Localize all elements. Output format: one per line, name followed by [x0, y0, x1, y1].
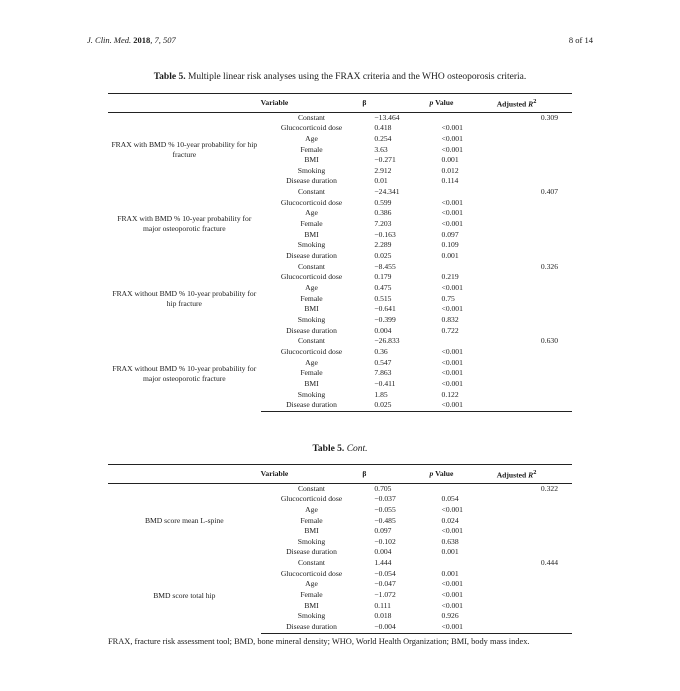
header-r2-letter: R	[528, 99, 534, 109]
adjusted-r2-cell	[497, 294, 572, 305]
beta-cell: −0.485	[374, 515, 396, 525]
beta-cell: −8.455	[374, 261, 396, 271]
variable-cell: Age	[305, 579, 318, 589]
journal-volume: , 7, 507	[150, 35, 176, 45]
p-value-cell: <0.001	[441, 144, 463, 154]
beta-cell: 0.111	[374, 600, 391, 610]
variable-cell: Age	[305, 283, 318, 293]
adjusted-r2-cell	[497, 358, 572, 369]
header-r2-sup: 2	[533, 469, 537, 476]
beta-cell: 0.025	[362, 400, 429, 411]
group-label: BMD score total hip	[153, 590, 216, 600]
header-beta: β	[362, 94, 429, 113]
header-p-value	[430, 465, 497, 484]
table-body	[108, 483, 572, 633]
beta-cell: 0.515	[374, 293, 392, 303]
beta-cell: 0.705	[374, 483, 392, 493]
variable-cell: Female	[300, 368, 323, 378]
table-header-row	[108, 94, 572, 113]
variable-cell: Age	[305, 357, 318, 367]
journal-name: J. Clin. Med.	[87, 35, 132, 45]
p-value-cell: 0.001	[441, 547, 459, 557]
results-table-continued	[108, 464, 572, 634]
header-variable: Variable	[261, 465, 363, 484]
header-p-suffix: Value	[433, 98, 454, 108]
p-value-cell: <0.001	[441, 219, 463, 229]
adjusted-r2-cell	[497, 505, 572, 516]
adjusted-r2-cell: 0.322	[540, 483, 558, 493]
header-beta: β	[362, 465, 429, 484]
group-label: FRAX without BMD % 10-year probability for major osteoporotic fracture	[112, 363, 257, 383]
adjusted-r2-cell: 0.407	[540, 187, 558, 197]
p-value-cell: <0.001	[441, 133, 463, 143]
variable-cell: Disease duration	[286, 547, 337, 557]
header-r2-sup: 2	[533, 98, 537, 105]
adjusted-r2-cell	[497, 251, 572, 262]
table-continued-label: Table 5.	[312, 444, 345, 454]
header-group	[108, 94, 261, 113]
p-value-cell: 0.926	[441, 611, 459, 621]
table-row	[108, 262, 572, 273]
variable-cell: Glucocorticoid dose	[280, 494, 343, 504]
variable-cell: Glucocorticoid dose	[280, 197, 343, 207]
beta-cell: −0.271	[374, 155, 396, 165]
group-label: FRAX with BMD % 10-year probability for major osteoporotic fracture	[117, 214, 252, 234]
beta-cell: 7.203	[374, 219, 392, 229]
adjusted-r2-cell	[497, 622, 572, 633]
adjusted-r2-cell	[497, 347, 572, 358]
variable-cell: BMI	[304, 155, 319, 165]
beta-cell: 0.018	[374, 611, 392, 621]
table-caption-label: Table 5.	[153, 72, 186, 82]
variable-cell: Glucocorticoid dose	[280, 346, 343, 356]
p-value-cell: <0.001	[441, 504, 463, 514]
beta-cell: −13.464	[374, 112, 400, 122]
variable-cell: Disease duration	[286, 251, 337, 261]
adjusted-r2-cell	[497, 272, 572, 283]
p-value-cell: 0.054	[441, 494, 459, 504]
adjusted-r2-cell	[497, 569, 572, 580]
beta-cell: 0.254	[374, 133, 392, 143]
variable-cell: Age	[305, 504, 318, 514]
adjusted-r2-cell	[497, 390, 572, 401]
adjusted-r2-cell	[497, 494, 572, 505]
header-variable: Variable	[261, 94, 363, 113]
variable-cell: Smoking	[297, 315, 326, 324]
beta-cell: −0.399	[374, 315, 396, 324]
table-footnote: FRAX, fracture risk assessment tool; BMD, bone mineral density; WHO, World Health Organization; BMI, body mass index.	[108, 637, 530, 646]
group-label: BMD score mean L-spine	[144, 515, 224, 525]
p-value-cell: 0.638	[441, 536, 459, 546]
variable-cell: Female	[300, 293, 323, 303]
beta-cell: −0.004	[362, 622, 429, 633]
variable-cell: Glucocorticoid dose	[280, 568, 343, 578]
beta-cell: 0.36	[374, 346, 388, 356]
adjusted-r2-cell	[497, 516, 572, 527]
p-value-cell: 0.122	[441, 389, 459, 399]
results-table	[108, 93, 572, 412]
adjusted-r2-cell	[497, 176, 572, 187]
variable-cell: Smoking	[297, 611, 326, 621]
table-caption-text: Multiple linear risk analyses using the FRAX criteria and the WHO osteoporosis criteria.	[185, 72, 527, 82]
header-r2-prefix: Adjusted	[496, 99, 529, 109]
beta-cell: −1.072	[374, 590, 396, 600]
adjusted-r2-cell	[497, 155, 572, 166]
p-value-cell: 0.832	[441, 315, 459, 324]
p-value-cell: 0.012	[441, 165, 459, 175]
header-r2-prefix: Adjusted	[496, 470, 529, 480]
header-p-value	[430, 94, 497, 113]
variable-cell: Age	[305, 208, 318, 218]
table-caption	[0, 72, 680, 82]
adjusted-r2-cell	[497, 166, 572, 177]
table-continued-caption	[0, 444, 680, 454]
beta-cell: 0.01	[374, 176, 388, 186]
adjusted-r2-cell	[497, 547, 572, 558]
table-row	[108, 558, 572, 569]
variable-cell: Constant	[297, 336, 325, 346]
p-value-cell: <0.001	[441, 590, 463, 600]
p-value-cell	[430, 187, 497, 198]
beta-cell: −0.055	[374, 504, 396, 514]
adjusted-r2-cell	[497, 601, 572, 612]
p-value-cell: <0.001	[441, 123, 463, 133]
variable-cell: Smoking	[297, 165, 326, 175]
adjusted-r2-cell: 0.444	[540, 558, 558, 568]
journal-year: 2018	[133, 35, 151, 45]
beta-cell: 0.004	[374, 325, 392, 335]
header-p-letter: p	[429, 469, 434, 479]
variable-cell: BMI	[304, 378, 319, 388]
beta-cell: −0.047	[374, 579, 396, 589]
beta-cell: 0.179	[374, 272, 392, 282]
p-value-cell: 0.001	[441, 568, 459, 578]
p-value-cell: <0.001	[441, 304, 463, 314]
header-group	[108, 465, 261, 484]
beta-cell: 7.863	[374, 368, 392, 378]
adjusted-r2-cell	[497, 379, 572, 390]
variable-cell: Constant	[297, 261, 325, 271]
p-value-cell: <0.001	[441, 197, 463, 207]
variable-cell: Constant	[297, 187, 325, 197]
p-value-cell: 0.75	[441, 293, 455, 303]
table-row	[108, 336, 572, 347]
beta-cell: −0.037	[374, 494, 396, 504]
adjusted-r2-cell	[497, 208, 572, 219]
adjusted-r2-cell	[497, 134, 572, 145]
p-value-cell: 0.722	[441, 325, 459, 335]
variable-cell: Smoking	[297, 536, 326, 546]
beta-cell: −0.641	[374, 304, 396, 314]
p-value-cell: <0.001	[441, 378, 463, 388]
variable-cell: Female	[300, 590, 323, 600]
beta-cell: 0.547	[374, 357, 392, 367]
p-value-cell: 0.001	[441, 251, 459, 261]
header-p-letter: p	[429, 98, 434, 108]
header-adjusted-r2	[497, 94, 572, 113]
variable-cell: Female	[300, 219, 323, 229]
p-value-cell: 0.109	[441, 240, 459, 250]
p-value-cell	[430, 112, 497, 123]
adjusted-r2-cell: 0.630	[540, 336, 558, 346]
table-row	[108, 187, 572, 198]
table-row	[108, 112, 572, 123]
beta-cell: −0.163	[374, 229, 396, 239]
beta-cell: −0.102	[374, 536, 396, 546]
p-value-cell: <0.001	[441, 579, 463, 589]
adjusted-r2-cell	[497, 400, 572, 411]
p-value-cell	[430, 336, 497, 347]
adjusted-r2-cell	[497, 526, 572, 537]
p-value-cell: 0.219	[441, 272, 459, 282]
p-value-cell	[430, 483, 497, 494]
beta-cell: 0.418	[374, 123, 392, 133]
variable-cell: Disease duration	[286, 325, 337, 335]
adjusted-r2-cell: 0.326	[540, 261, 558, 271]
beta-cell: −0.054	[374, 568, 396, 578]
running-header-journal	[87, 35, 176, 45]
p-value-cell: <0.001	[430, 622, 497, 633]
beta-cell: 1.85	[374, 389, 388, 399]
variable-cell: BMI	[304, 600, 319, 610]
beta-cell: 3.63	[374, 144, 388, 154]
variable-cell: Glucocorticoid dose	[280, 272, 343, 282]
beta-cell: 1.444	[374, 558, 392, 568]
group-label: FRAX with BMD % 10-year probability for hip fracture	[111, 139, 258, 159]
p-value-cell: 0.001	[441, 155, 459, 165]
p-value-cell: 0.114	[441, 176, 459, 186]
adjusted-r2-cell	[497, 590, 572, 601]
p-value-cell: 0.097	[441, 229, 459, 239]
beta-cell: −24.341	[374, 187, 400, 197]
variable-cell: Disease duration	[261, 622, 363, 633]
beta-cell: 2.289	[374, 240, 392, 250]
adjusted-r2-cell	[497, 123, 572, 134]
p-value-cell: <0.001	[441, 346, 463, 356]
beta-cell: 0.025	[374, 251, 392, 261]
p-value-cell: <0.001	[441, 357, 463, 367]
variable-cell: Smoking	[297, 389, 326, 399]
adjusted-r2-cell	[497, 315, 572, 326]
table-header-row	[108, 465, 572, 484]
page-number: 8 of 14	[568, 35, 593, 45]
header-adjusted-r2	[497, 465, 572, 484]
adjusted-r2-cell	[497, 304, 572, 315]
adjusted-r2-cell	[497, 230, 572, 241]
p-value-cell	[430, 262, 497, 273]
adjusted-r2-cell: 0.309	[540, 112, 558, 122]
table-body	[108, 112, 572, 411]
p-value-cell: <0.001	[441, 526, 463, 536]
beta-cell: −26.833	[374, 336, 400, 346]
variable-cell: Smoking	[297, 240, 326, 250]
variable-cell: BMI	[304, 229, 319, 239]
adjusted-r2-cell	[497, 611, 572, 622]
p-value-cell: <0.001	[430, 400, 497, 411]
variable-cell: Disease duration	[286, 176, 337, 186]
beta-cell: 0.004	[374, 547, 392, 557]
variable-cell: Female	[300, 515, 323, 525]
p-value-cell: <0.001	[441, 368, 463, 378]
table-continued-text: Cont.	[346, 444, 368, 454]
beta-cell: 0.475	[374, 283, 392, 293]
table-row	[108, 483, 572, 494]
p-value-cell: 0.024	[441, 515, 459, 525]
group-label: FRAX without BMD % 10-year probability for hip fracture	[112, 289, 257, 309]
beta-cell: 2.912	[374, 165, 392, 175]
variable-cell: Age	[305, 133, 318, 143]
p-value-cell: <0.001	[441, 208, 463, 218]
adjusted-r2-cell	[497, 326, 572, 337]
variable-cell: Glucocorticoid dose	[280, 123, 343, 133]
beta-cell: −0.411	[374, 378, 396, 388]
beta-cell: 0.097	[374, 526, 392, 536]
p-value-cell: <0.001	[441, 283, 463, 293]
variable-cell: Disease duration	[261, 400, 363, 411]
variable-cell: Constant	[297, 558, 325, 568]
adjusted-r2-cell	[497, 219, 572, 230]
adjusted-r2-cell	[497, 368, 572, 379]
variable-cell: BMI	[304, 526, 319, 536]
adjusted-r2-cell	[497, 537, 572, 548]
adjusted-r2-cell	[497, 579, 572, 590]
variable-cell: Constant	[297, 112, 325, 122]
adjusted-r2-cell	[497, 283, 572, 294]
adjusted-r2-cell	[497, 145, 572, 156]
header-r2-letter: R	[528, 470, 534, 480]
variable-cell: Constant	[297, 483, 325, 493]
variable-cell: Female	[300, 144, 323, 154]
p-value-cell: <0.001	[441, 600, 463, 610]
adjusted-r2-cell	[497, 198, 572, 209]
variable-cell: BMI	[304, 304, 319, 314]
p-value-cell	[430, 558, 497, 569]
beta-cell: 0.386	[374, 208, 392, 218]
header-p-suffix: Value	[433, 469, 454, 479]
beta-cell: 0.599	[374, 197, 392, 207]
adjusted-r2-cell	[497, 240, 572, 251]
